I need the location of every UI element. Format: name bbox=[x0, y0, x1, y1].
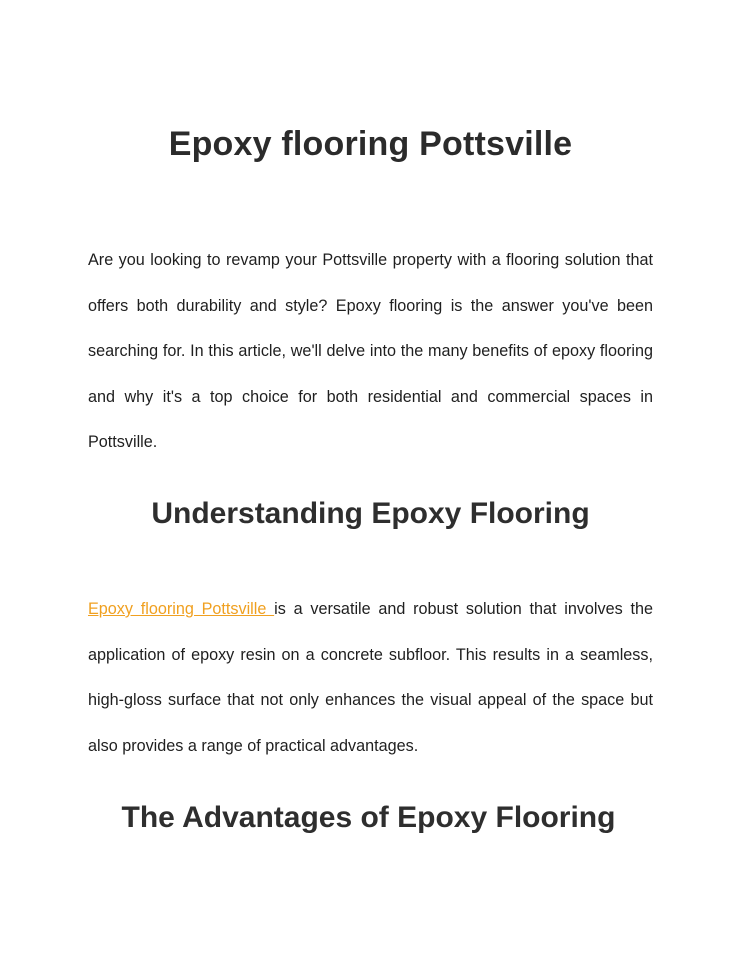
epoxy-flooring-link[interactable]: Epoxy flooring Pottsville bbox=[88, 600, 275, 618]
intro-paragraph: Are you looking to revamp your Pottsville property with a flooring solution that offers both durability and style? Epoxy flooring is the answer you've been searching for. In this article, we'll delve into the many benefits of epoxy flooring and why it's a top choice for both residential and commercial spaces in Pottsville. bbox=[88, 251, 653, 451]
section-heading-advantages: The Advantages of Epoxy Flooring bbox=[121, 801, 616, 834]
section-paragraph-text: is a versatile and robust solution that involves the application of epoxy resin on a concrete subfloor. This results in a seamless, high-gloss surface that not only enhances the visual appeal of the space but also provides a range of practical advantages. bbox=[88, 600, 653, 755]
section-paragraph-understanding bbox=[88, 587, 653, 769]
page-title: Epoxy flooring Pottsville bbox=[168, 125, 573, 163]
section-heading-understanding: Understanding Epoxy Flooring bbox=[151, 497, 590, 530]
